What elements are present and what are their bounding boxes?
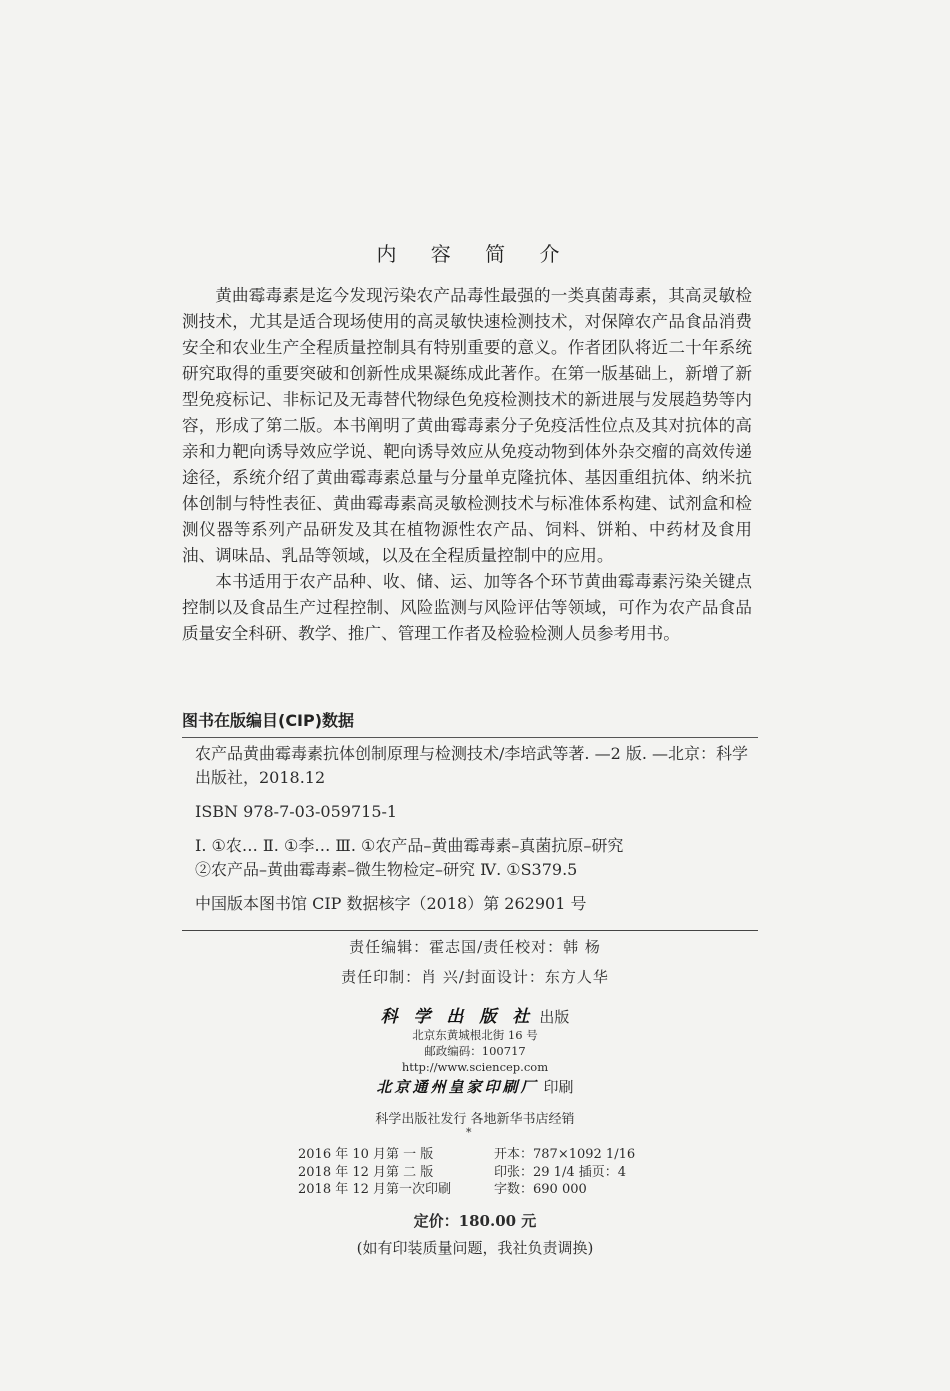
intro-paragraph-2: 本书适用于农产品种、收、储、运、加等各个环节黄曲霉毒素污染关键点控制以及食品生产过程控制、风险监测与风险评估等领域，可作为农产品食品质量安全科研、教学、推广、管理工作者及检验检测人员参考用书。 (182, 572, 752, 643)
divider (182, 930, 758, 931)
imprint-edition: 2018 年 12 月第一次印刷 (298, 1182, 452, 1197)
cip-data (195, 742, 761, 916)
publisher-line (0, 1002, 950, 1027)
publisher-url: http://www.sciencep.com (401, 1060, 549, 1074)
separator-star: * (466, 1126, 472, 1139)
imprint-row (298, 1164, 635, 1182)
staff-line-2: 责任印制：肖 兴/封面设计：东方人华 (341, 968, 609, 986)
staff-line-1: 责任编辑：霍志国/责任校对：韩 杨 (349, 938, 601, 956)
cip-classification-2: ②农产品–黄曲霉毒素–微生物检定–研究 Ⅳ. ①S379.5 (195, 860, 578, 879)
publisher-name: 科 学 出 版 社 (380, 1007, 535, 1027)
price: 定价：180.00 元 (413, 1212, 537, 1230)
imprint-edition: 2018 年 12 月第 二 版 (298, 1164, 434, 1180)
distribution: 科学出版社发行 各地新华书店经销 (375, 1112, 575, 1127)
printer-suffix: 印刷 (543, 1078, 574, 1096)
imprint-table (298, 1146, 635, 1199)
publisher-suffix: 出版 (539, 1008, 570, 1026)
cip-heading: 图书在版编目(CIP)数据 (182, 708, 758, 738)
book-introduction (182, 283, 752, 647)
imprint-spec: 印张：29 1/4 插页：4 (494, 1164, 626, 1180)
imprint-spec: 开本：787×1092 1/16 (494, 1147, 636, 1162)
printer-line (0, 1076, 950, 1097)
cip-title-line: 农产品黄曲霉毒素抗体创制原理与检测技术/李培武等著. —2 版. —北京：科学出版社，2018.12 (195, 744, 749, 787)
publisher-postcode: 邮政编码：100717 (424, 1044, 526, 1058)
imprint-row (298, 1181, 635, 1199)
cip-isbn: ISBN 978-7-03-059715-1 (195, 802, 398, 821)
cip-classification-1: Ⅰ. ①农… Ⅱ. ①李… Ⅲ. ①农产品–黄曲霉毒素–真菌抗原–研究 (195, 836, 624, 855)
imprint-spec: 字数：690 000 (494, 1182, 587, 1197)
imprint-row (298, 1146, 635, 1164)
page-title: 内 容 简 介 (376, 242, 574, 266)
intro-paragraph-1: 黄曲霉毒素是迄今发现污染农产品毒性最强的一类真菌毒素，其高灵敏检测技术，尤其是适合现场使用的高灵敏快速检测技术，对保障农产品食品消费安全和农业生产全程质量控制具有特别重要的意义。作者团队将近二十年系统研究取得的重要突破和创新性成果凝练成此著作。在第一版基础上，新增了新型免疫标记、非标记及无毒替代物绿色免疫检测技术的新进展与发展趋势等内容，形成了第二版。本书阐明了黄曲霉毒素分子免疫活性位点及其对抗体的高亲和力靶向诱导效应学说、靶向诱导效应从免疫动物到体外杂交瘤的高效传递途径，系统介绍了黄曲霉毒素总量与分量单克隆抗体、基因重组抗体、纳米抗体创制与特性表征、黄曲霉毒素高灵敏检测技术与标准体系构建、试剂盒和检测仪器等系列产品研发及其在植物源性农产品、饲料、饼粕、中药材及食用油、调味品、乳品等领域，以及在全程质量控制中的应用。 (182, 286, 752, 565)
printer-name: 北京通州皇家印刷厂 (376, 1078, 539, 1096)
imprint-edition: 2016 年 10 月第 一 版 (298, 1147, 434, 1162)
quality-note: (如有印装质量问题，我社负责调换) (356, 1239, 594, 1257)
cip-record-number: 中国版本图书馆 CIP 数据核字（2018）第 262901 号 (195, 894, 587, 913)
publisher-address: 北京东黄城根北街 16 号 (412, 1028, 538, 1042)
